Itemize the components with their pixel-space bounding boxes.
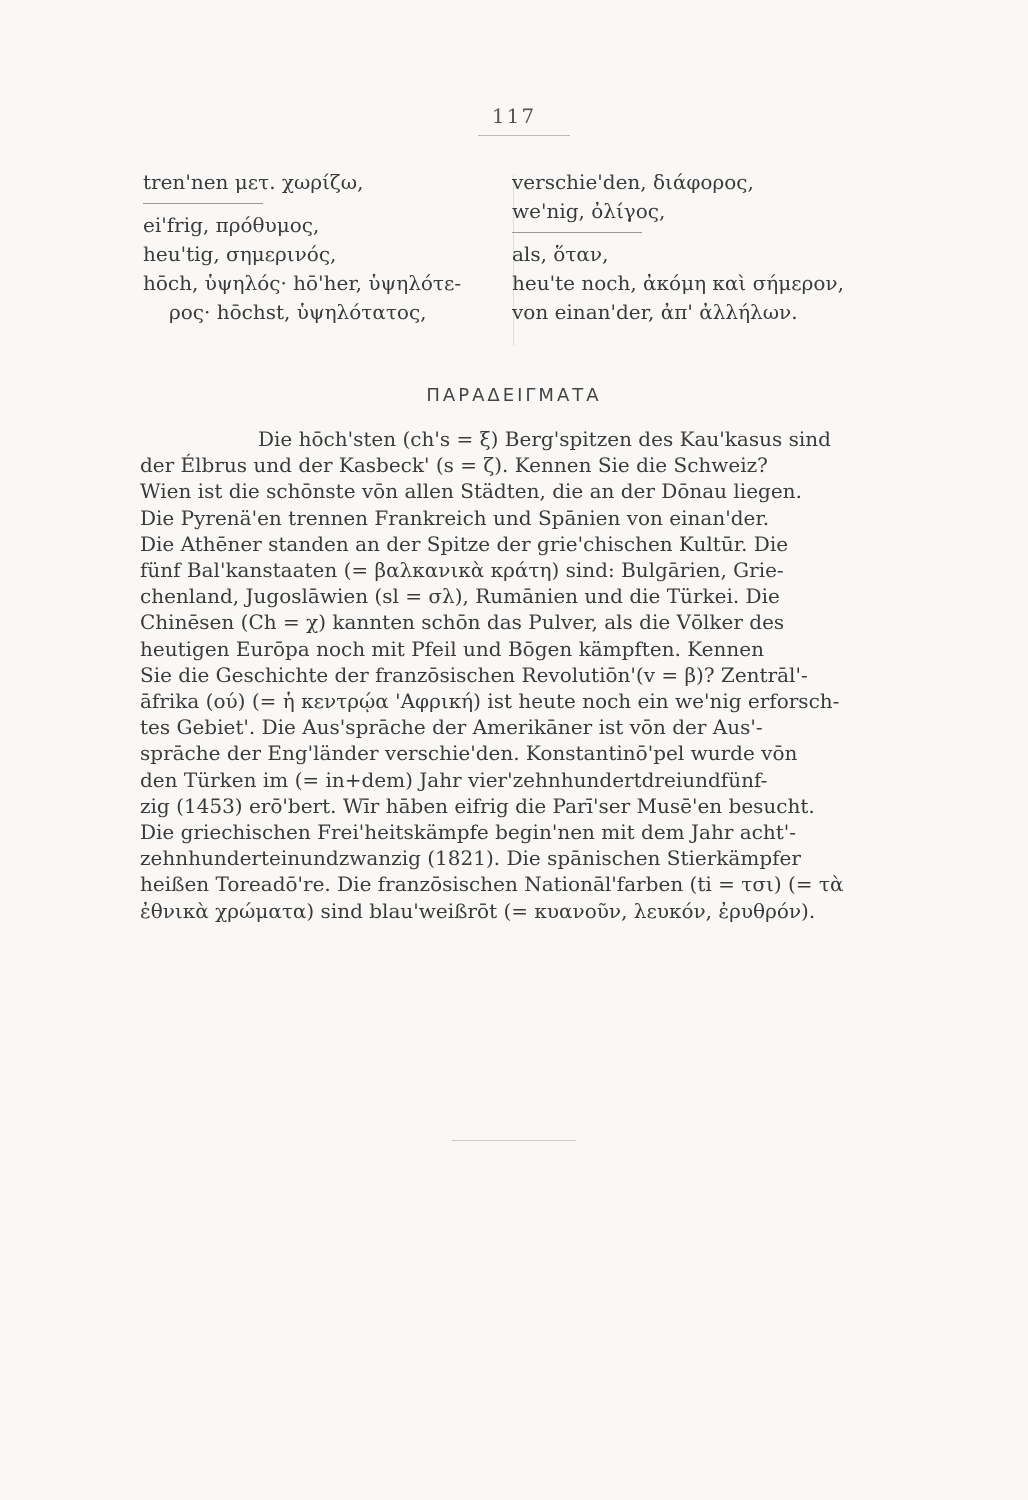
text-line: sprāche der Eng'länder verschie'den. Konstantinō'pel wurde vōn <box>140 741 798 766</box>
vocab-entry: ρος· hōchst, ὑψηλότατος, <box>169 300 427 324</box>
text-line: Die hōch'sten (ch's = ξ) Berg'spitzen des Kau'kasus sind <box>258 427 831 451</box>
text-line: chenland, Jugoslāwien (sl = σλ), Rumānien und die Türkei. Die <box>140 584 780 609</box>
text-line: Die Athēner standen an der Spitze der grie'chischen Kultūr. Die <box>140 531 789 556</box>
vocab-entry: we'nig, ὀλίγος, <box>512 199 666 223</box>
footer-rule <box>452 1140 576 1141</box>
text-line: āfrika (ού) (= ἡ κεντρῴα 'Αφρική) ist heute noch ein we'nig erforsch- <box>140 689 840 714</box>
text-line: der Élbrus und der Kasbeck' (s = ζ). Kennen Sie die Schweiz? <box>140 453 768 478</box>
vocabulary-block <box>143 168 903 348</box>
vocab-entry: von einan'der, ἀπ' ἀλλήλων. <box>512 300 798 324</box>
vocab-entry: verschie'den, διάφορος, <box>512 170 754 194</box>
section-title: ΠΑΡΑΔΕΙΓΜΑΤΑ <box>426 385 602 406</box>
text-line: Sie die Geschichte der franzōsischen Revolutiōn'(v = β)? Zentrāl'- <box>140 662 808 687</box>
text-line: tes Gebiet'. Die Aus'sprāche der Amerikāner ist vōn der Aus'- <box>140 715 763 740</box>
text-line: fünf Bal'kanstaaten (= βαλκανικὰ κράτη) sind: Bulgārien, Grie- <box>140 558 784 583</box>
text-line: Die Pyrenä'en trennen Frankreich und Spānien von einan'der. <box>140 505 770 530</box>
vocab-entry: heu'tig, σημερινός, <box>143 242 337 266</box>
text-line: den Türken im (= in+dem) Jahr vier'zehnhundertdreiundfünf- <box>140 767 768 792</box>
vocab-separator <box>143 197 503 211</box>
text-line: zehnhunderteinundzwanzig (1821). Die spānischen Stierkämpfer <box>140 846 801 871</box>
vocab-separator <box>512 226 912 240</box>
vocabulary-right-column <box>512 168 912 327</box>
vocab-entry: ei'frig, πρόθυμος, <box>143 213 320 237</box>
header-rule <box>478 135 570 136</box>
text-line: Chinēsen (Ch = χ) kannten schōn das Pulver, als die Vōlker des <box>140 610 785 635</box>
text-line: heißen Toreadō're. Die franzōsischen Nationāl'farben (ti = τσι) (= τὰ <box>140 872 844 897</box>
text-line: ἐθνικὰ χρώματα) sind blau'weißrōt (= κυανοῦν, λευκόν, ἐρυθρόν). <box>140 898 816 923</box>
page-number: 117 <box>491 104 537 128</box>
example-paragraph <box>140 426 895 924</box>
vocab-entry: als, ὅταν, <box>512 242 609 266</box>
vocab-entry: heu'te noch, ἀκόμη καὶ σήμερον, <box>512 271 844 295</box>
vocab-entry: tren'nen μετ. χωρίζω, <box>143 170 364 194</box>
text-line: Wien ist die schōnste vōn allen Städten, die an der Dōnau liegen. <box>140 479 802 504</box>
text-line: Die griechischen Frei'heitskämpfe begin'nen mit dem Jahr acht'- <box>140 820 797 845</box>
text-line: heutigen Eurōpa noch mit Pfeil und Bōgen kämpften. Kennen <box>140 636 764 661</box>
vocabulary-left-column <box>143 168 503 327</box>
vocab-entry: hōch, ὑψηλός· hō'her, ὑψηλότε- <box>143 271 462 295</box>
text-line: zig (1453) erō'bert. Wīr hāben eifrig die Parī'ser Musē'en besucht. <box>140 793 815 818</box>
